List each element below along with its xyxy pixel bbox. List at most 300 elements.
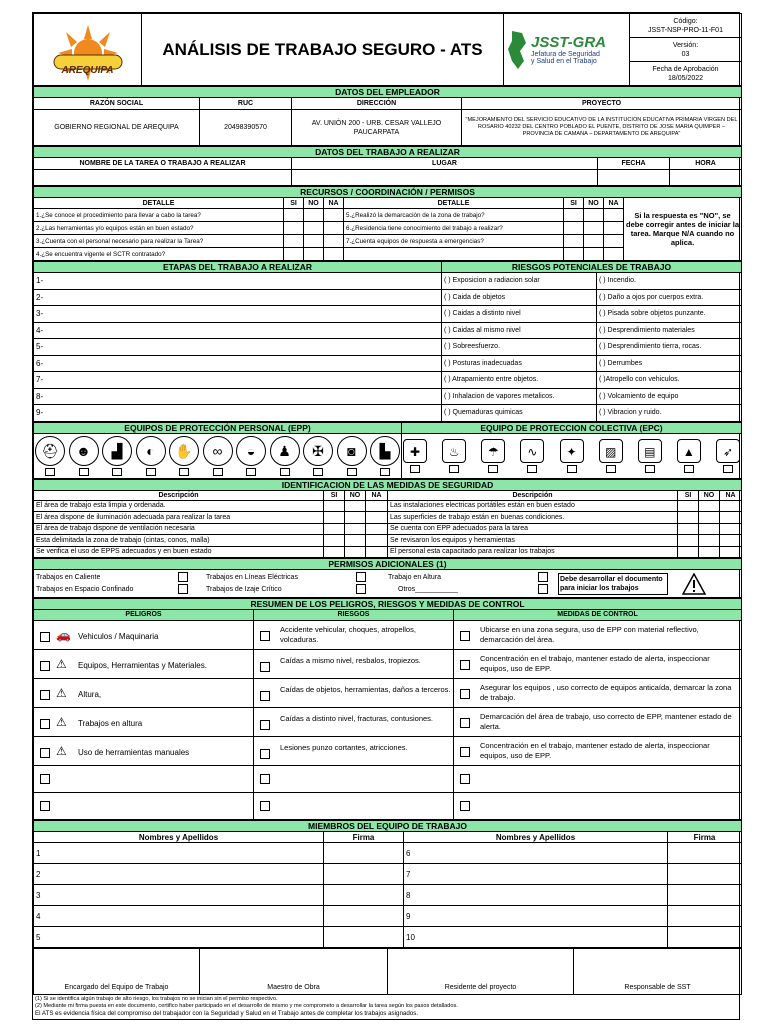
resource-question-5: 5.¿Realizó la demarcación de la zona de trabajo?	[344, 209, 564, 222]
measures-desc-header-2: Descripción	[388, 490, 678, 500]
epc-checkbox[interactable]	[488, 465, 498, 473]
hazard-checkbox[interactable]	[40, 632, 50, 642]
brand-line-1: Jefatura de Seguridad	[531, 51, 600, 58]
risk-item[interactable]: ( ) Incendio.	[597, 273, 742, 290]
code-value: JSST-NSP-PRO-11-F01	[648, 26, 723, 34]
tripping-hazard-icon: ⚠	[56, 656, 67, 671]
hazard-checkbox[interactable]	[40, 690, 50, 700]
epc-checkbox[interactable]	[723, 465, 733, 473]
signature-field[interactable]	[324, 864, 404, 885]
team-member-field[interactable]: 2	[34, 864, 324, 885]
employer-address[interactable]: AV. UNIÓN 200 - URB. CESAR VALLEJO PAUCARPATA	[292, 110, 462, 146]
checkbox-no[interactable]	[699, 500, 720, 512]
approval-cell	[630, 62, 742, 86]
task-header: NOMBRE DE LA TAREA O TRABAJO A REALIZAR	[34, 158, 292, 170]
stages-section-title: ETAPAS DEL TRABAJO A REALIZAR	[34, 262, 442, 273]
resource-question-4: 4.¿Se encuentra vigente el SCTR contratado?	[34, 248, 284, 261]
checkbox-na[interactable]	[604, 248, 624, 261]
employer-section-title: DATOS DEL EMPLEADOR	[34, 87, 742, 98]
risk-item[interactable]: ( ) Atrapamiento entre objetos.	[442, 372, 597, 389]
stage-row[interactable]: 2-	[34, 289, 442, 306]
risk-item[interactable]: ( ) Exposicion a radiacion solar	[442, 273, 597, 290]
control-checkbox[interactable]	[460, 631, 470, 641]
hazard-checkbox[interactable]	[40, 748, 50, 758]
epc-checkbox[interactable]	[527, 465, 537, 473]
epp-checkbox[interactable]	[112, 468, 122, 476]
permit-checkbox[interactable]	[178, 584, 188, 594]
checkbox-na[interactable]	[324, 248, 344, 261]
epc-checkbox[interactable]	[449, 465, 459, 473]
employer-address-header: DIRECCIÓN	[292, 98, 462, 110]
signature-field[interactable]	[324, 906, 404, 927]
risk-checkbox[interactable]	[260, 720, 270, 730]
risk-label: Caídas de objetos, herramientas, daños a terceros.	[280, 685, 451, 694]
stage-row[interactable]: 9-	[34, 405, 442, 422]
approval-label: Fecha de Aprobación	[652, 65, 719, 73]
control-checkbox[interactable]	[460, 747, 470, 757]
permit-checkbox[interactable]	[356, 584, 366, 594]
harness-icon: ✠	[303, 436, 333, 466]
permits-note: Debe desarrollar el documento para iniciar los trabajos	[558, 573, 668, 595]
hazard-label: Trabajos en altura	[78, 718, 143, 728]
measure-item: Se cuenta con EPP adecuados para la tarea	[388, 523, 678, 535]
checkbox-no[interactable]	[345, 500, 366, 512]
checkbox-no[interactable]	[345, 512, 366, 524]
signature-field[interactable]	[668, 906, 742, 927]
checkbox-no[interactable]	[584, 209, 604, 222]
checkbox-na[interactable]	[366, 523, 388, 535]
checkbox-no[interactable]	[304, 222, 324, 235]
form-header	[33, 13, 742, 86]
checkbox-si[interactable]	[678, 512, 699, 524]
stage-row[interactable]: 8-	[34, 388, 442, 405]
time-header: HORA	[670, 158, 742, 170]
signature-field[interactable]	[324, 885, 404, 906]
resources-detail-header-2: DETALLE	[344, 198, 564, 209]
employer-section	[33, 86, 742, 146]
signature-field[interactable]	[324, 843, 404, 864]
measure-item: El área dispone de iluminación adecuada para realizar la tarea	[34, 512, 324, 524]
checkbox-na[interactable]	[720, 512, 742, 524]
arequipa-logo	[34, 14, 142, 86]
epp-checkbox[interactable]	[380, 468, 390, 476]
permit-checkbox[interactable]	[178, 572, 188, 582]
employer-name-header: RAZÓN SOCIAL	[34, 98, 200, 110]
risk-checkbox[interactable]	[260, 801, 270, 811]
vehicle-icon: 🚗	[56, 627, 71, 642]
epc-checkbox[interactable]	[410, 465, 420, 473]
checkbox-si[interactable]	[324, 512, 345, 524]
version-label: Versión:	[672, 41, 699, 49]
summary-row	[34, 737, 742, 766]
checkbox-si[interactable]	[324, 500, 345, 512]
stage-row[interactable]: 3-	[34, 306, 442, 323]
welding-mask-icon: ☻	[69, 436, 99, 466]
footnote: (2) Mediante mi firma puesta en este documento, certifico haber participado en el desarrollo de mismo y me comprometo a desarrollar la tarea según los pasos detallados.	[35, 1003, 458, 1009]
resource-question-3: 3.¿Cuenta con el personal necesario para realizar la Tarea?	[34, 235, 284, 248]
permit-label: Trabajo en Altura	[388, 573, 442, 581]
hazard-label: Uso de herramientas manuales	[78, 747, 190, 757]
team-member-field[interactable]: 7	[404, 864, 668, 885]
stage-row[interactable]: 1-	[34, 273, 442, 290]
resources-detail-header: DETALLE	[34, 198, 284, 209]
work-section-title: DATOS DEL TRABAJO A REALIZAR	[34, 147, 742, 158]
checkbox-na[interactable]	[366, 535, 388, 547]
team-member-field[interactable]: 9	[404, 906, 668, 927]
epp-checkbox[interactable]	[79, 468, 89, 476]
checkbox-na[interactable]	[366, 546, 388, 558]
resource-question-7: 7.¿Cuenta equipos de respuesta a emergencias?	[344, 235, 564, 248]
epp-epc-section	[33, 422, 742, 479]
epp-checkbox[interactable]	[213, 468, 223, 476]
resource-question-6: 6.¿Residencia tiene conocimiento del trabajo a realizar?	[344, 222, 564, 235]
control-label: Concentración en el trabajo, mantener estado de alerta, inspeccionar equipos, uso de EPP.	[480, 654, 710, 673]
stage-row[interactable]: 4-	[34, 322, 442, 339]
epp-checkbox[interactable]	[347, 468, 357, 476]
footnote: (1) Si se identifica algún trabajo de alto riesgo, los trabajos no se inician sin el permiso respectivo.	[35, 996, 278, 1002]
hazard-label: Altura,	[78, 689, 102, 699]
logo-text: AREQUIPA	[61, 65, 114, 76]
resources-section-title: RECURSOS / COORDINACIÓN / PERMISOS	[34, 187, 742, 198]
team-member-field[interactable]: 8	[404, 885, 668, 906]
epc-checkbox[interactable]	[567, 465, 577, 473]
epp-checkbox[interactable]	[313, 468, 323, 476]
measures-si-header: SI	[324, 490, 345, 500]
first-aid-kit-icon: ✚	[403, 439, 427, 463]
summary-row	[34, 621, 742, 650]
place-header: LUGAR	[292, 158, 598, 170]
hazard-label: Vehiculos / Maquinaria	[78, 631, 159, 641]
resource-empty	[344, 248, 564, 261]
risk-item[interactable]: ( ) Pisada sobre objetos punzante.	[597, 306, 742, 323]
summary-section-title: RESUMEN DE LOS PELIGROS, RIESGOS Y MEDIDAS DE CONTROL	[34, 599, 742, 610]
hazards-header: PELIGROS	[34, 610, 254, 621]
signature-label: Maestro de Obra	[267, 984, 320, 991]
risk-label: Lesiones punzo cortantes, atricciones.	[280, 743, 408, 752]
measures-na-header: NA	[366, 490, 388, 500]
risk-item[interactable]: ( ) Posturas inadecuadas	[442, 355, 597, 372]
signature-label: Responsable de SST	[624, 984, 691, 991]
measure-item: Se revisaron los equipos y herramientas	[388, 535, 678, 547]
signature-box-sst[interactable]	[574, 949, 742, 995]
hazard-checkbox[interactable]	[40, 719, 50, 729]
permit-label: Trabajos en Espacio Confinado	[36, 585, 134, 593]
risk-item[interactable]: ( ) Inhalacion de vapores metalicos.	[442, 388, 597, 405]
checkbox-na[interactable]	[604, 235, 624, 248]
measure-item: Esta delimitada la zona de trabajo (cintas, conos, malla)	[34, 535, 324, 547]
checkbox-si[interactable]	[564, 248, 584, 261]
checkbox-no[interactable]	[584, 248, 604, 261]
epp-checkbox[interactable]	[280, 468, 290, 476]
risk-item[interactable]: ( ) Desprendimiento tierra, rocas.	[597, 339, 742, 356]
resources-note: Si la respuesta es "NO", se debe corregir antes de iniciar la tarea. Marque N/A cuando no aplica.	[624, 198, 742, 261]
respirator-icon: ◙	[337, 436, 367, 466]
risk-item[interactable]: ( ) Caidas a distinto nivel	[442, 306, 597, 323]
permit-label: Trabajos en Caliente	[36, 573, 101, 581]
summary-row	[34, 708, 742, 737]
signature-box-team-lead[interactable]	[34, 949, 200, 995]
risk-item[interactable]: ( ) Quemaduras quimicas	[442, 405, 597, 422]
team-member-field[interactable]: 5	[34, 927, 324, 948]
checkbox-si[interactable]	[678, 500, 699, 512]
measures-no-header-2: NO	[699, 490, 720, 500]
resources-na-header: NA	[324, 198, 344, 209]
resources-no-header: NO	[304, 198, 324, 209]
epp-checkbox[interactable]	[179, 468, 189, 476]
checkbox-na[interactable]	[324, 209, 344, 222]
checkbox-no[interactable]	[699, 535, 720, 547]
risk-item[interactable]: ( ) Derrumbes	[597, 355, 742, 372]
checkbox-na[interactable]	[720, 546, 742, 558]
permits-section	[33, 558, 742, 598]
permit-label: Trabajos en Líneas Eléctricas	[206, 573, 298, 581]
checkbox-no[interactable]	[345, 535, 366, 547]
checkbox-si[interactable]	[678, 535, 699, 547]
checkbox-na[interactable]	[366, 500, 388, 512]
signature-label: Residente del proyecto	[444, 984, 517, 991]
version-value: 03	[681, 50, 690, 58]
approval-value: 18/05/2022	[667, 74, 704, 82]
permit-checkbox[interactable]	[356, 572, 366, 582]
jsst-logo	[504, 14, 630, 86]
checkbox-no[interactable]	[584, 235, 604, 248]
signatures-section	[33, 948, 742, 995]
signature-box-resident[interactable]	[388, 949, 574, 995]
place-field[interactable]	[292, 170, 598, 186]
resources-na-header-2: NA	[604, 198, 624, 209]
risks-header: RIESGOS	[254, 610, 454, 621]
risk-checkbox[interactable]	[260, 774, 270, 784]
checkbox-na[interactable]	[324, 235, 344, 248]
employer-name[interactable]: GOBIERNO REGIONAL DE AREQUIPA	[34, 110, 200, 146]
checkbox-na[interactable]	[720, 535, 742, 547]
hazard-checkbox[interactable]	[40, 661, 50, 671]
team-member-field[interactable]: 1	[34, 843, 324, 864]
risk-item[interactable]: ( ) Sobreesfuerzo.	[442, 339, 597, 356]
epp-section-title: EQUIPOS DE PROTECCIÓN PERSONAL (EPP)	[34, 422, 402, 433]
signature-field[interactable]	[668, 927, 742, 948]
team-member-field[interactable]: 3	[34, 885, 324, 906]
checkbox-na[interactable]	[720, 500, 742, 512]
summary-row	[34, 650, 742, 679]
work-section	[33, 146, 742, 186]
checkbox-si[interactable]	[564, 222, 584, 235]
permit-label: Otros___________	[398, 585, 458, 593]
epp-checkbox[interactable]	[45, 468, 55, 476]
cones-icon: ▲	[677, 439, 701, 463]
checkbox-si[interactable]	[564, 235, 584, 248]
stage-row[interactable]: 7-	[34, 372, 442, 389]
checkbox-no[interactable]	[699, 546, 720, 558]
control-checkbox[interactable]	[460, 774, 470, 784]
task-field[interactable]	[34, 170, 292, 186]
checkbox-si[interactable]	[678, 523, 699, 535]
checkbox-na[interactable]	[604, 222, 624, 235]
gloves-icon: ✋	[169, 436, 199, 466]
brand-line-2: y Salud en el Trabajo	[531, 58, 597, 65]
measure-item: Se verifica el uso de EPPS adecuados y en buen estado	[34, 546, 324, 558]
safety-boots-icon: ▟	[102, 436, 132, 466]
checkbox-si[interactable]	[324, 535, 345, 547]
safety-barrier-icon: ▤	[638, 439, 662, 463]
control-label: Asegurar los equipos , uso correcto de equipos anticaída, demarcar la zona de trabajo.	[480, 683, 732, 702]
epc-checkbox[interactable]	[645, 465, 655, 473]
checkbox-si[interactable]	[564, 209, 584, 222]
measure-item: Las superficies de trabajo están en buenas condiciones.	[388, 512, 678, 524]
resource-question-1: 1.¿Se conoce el procedimiento para llevar a cabo la tarea?	[34, 209, 284, 222]
checkbox-no[interactable]	[304, 248, 324, 261]
checkbox-no[interactable]	[699, 512, 720, 524]
permit-label: Trabajos de Izaje Crítico	[206, 585, 282, 593]
checkbox-no[interactable]	[304, 235, 324, 248]
measures-section-title: IDENTIFICACION DE LAS MEDIDAS DE SEGURIDAD	[34, 479, 742, 490]
epc-checkbox[interactable]	[684, 465, 694, 473]
signature-field[interactable]	[324, 927, 404, 948]
permits-body	[34, 570, 742, 598]
barrier-tape-icon: ▨	[599, 439, 623, 463]
team-member-field[interactable]: 4	[34, 906, 324, 927]
peru-map-icon	[506, 29, 528, 71]
hazard-label: Equipos, Herramientas y Materiales.	[78, 660, 207, 670]
control-label: Ubicarse en una zona segura, uso de EPP con material reflectivo, demarcación del área.	[480, 625, 699, 644]
epc-icons	[402, 433, 742, 478]
summary-section	[33, 598, 742, 820]
risk-label: Caídas a mismo nivel, resbalos, tropiezos.	[280, 656, 421, 665]
team-names-header-2: Nombres y Apellidos	[404, 832, 668, 843]
resources-si-header-2: SI	[564, 198, 584, 209]
worker-fall-icon: ⚠	[56, 714, 67, 729]
summary-row	[34, 793, 742, 820]
ats-form	[32, 12, 740, 1020]
summary-row	[34, 679, 742, 708]
face-shield-icon: ◒	[236, 436, 266, 466]
checkbox-si[interactable]	[324, 546, 345, 558]
fall-warning-icon: ⚠	[56, 685, 67, 700]
measures-no-header: NO	[345, 490, 366, 500]
risk-item[interactable]: ( ) Vibracion y ruido.	[597, 405, 742, 422]
risk-item[interactable]: ( ) Volcamiento de equipo	[597, 388, 742, 405]
team-member-field[interactable]: 6	[404, 843, 668, 864]
measure-item: Las instalaciones electricas portátiles están en buen estado	[388, 500, 678, 512]
checkbox-na[interactable]	[720, 523, 742, 535]
team-sign-header: Firma	[324, 832, 404, 843]
control-checkbox[interactable]	[460, 689, 470, 699]
date-field[interactable]	[598, 170, 670, 186]
risk-item[interactable]: ( ) Desprendimiento materiales	[597, 322, 742, 339]
hazard-checkbox[interactable]	[40, 801, 50, 811]
checkbox-si[interactable]	[284, 248, 304, 261]
hazard-checkbox[interactable]	[40, 774, 50, 784]
control-label: Concentración en el trabajo, mantener estado de alerta, inspeccionar equipos, uso de EPP.	[480, 741, 710, 760]
checkbox-si[interactable]	[284, 209, 304, 222]
hard-hat-icon: ⛑	[35, 436, 65, 466]
control-checkbox[interactable]	[460, 660, 470, 670]
control-checkbox[interactable]	[460, 718, 470, 728]
risk-item[interactable]: ( ) Daño a ojos por cuerpos extra.	[597, 289, 742, 306]
checkbox-si[interactable]	[284, 222, 304, 235]
signature-field[interactable]	[668, 864, 742, 885]
checkbox-no[interactable]	[345, 546, 366, 558]
employer-ruc-header: RUC	[200, 98, 292, 110]
stages-risks-section	[33, 261, 742, 422]
epp-checkbox[interactable]	[146, 468, 156, 476]
goggles-icon: ∞	[203, 436, 233, 466]
team-member-field[interactable]: 10	[404, 927, 668, 948]
employer-ruc[interactable]: 20498390570	[200, 110, 292, 146]
code-label: Código:	[673, 17, 698, 25]
signature-field[interactable]	[668, 843, 742, 864]
stage-row[interactable]: 6-	[34, 355, 442, 372]
version-cell	[630, 38, 742, 62]
measures-section	[33, 479, 742, 559]
risk-label: Caídas a distinto nivel, fracturas, contusiones.	[280, 714, 433, 723]
epc-section-title: EQUIPO DE PROTECCION COLECTIVA (EPC)	[402, 422, 742, 433]
risk-checkbox[interactable]	[260, 662, 270, 672]
controls-header: MEDIDAS DE CONTROL	[454, 610, 742, 621]
control-checkbox[interactable]	[460, 801, 470, 811]
risk-checkbox[interactable]	[260, 691, 270, 701]
measure-item: El área de trabajo esta limpia y ordenada.	[34, 500, 324, 512]
signature-field[interactable]	[668, 885, 742, 906]
measures-si-header-2: SI	[678, 490, 699, 500]
resources-section	[33, 186, 742, 261]
checkbox-na[interactable]	[366, 512, 388, 524]
signal-light-icon: ✦	[560, 439, 584, 463]
permit-checkbox[interactable]	[538, 584, 548, 594]
hand-tool-warning-icon: ⚠	[56, 743, 67, 758]
checkbox-no[interactable]	[345, 523, 366, 535]
coverall-icon: ♟	[270, 436, 300, 466]
resources-si-header: SI	[284, 198, 304, 209]
warning-icon	[682, 573, 706, 595]
measure-item: El personal esta capacitado para realizar los trabajos	[388, 546, 678, 558]
risk-item[interactable]: ( )Atropello con vehiculos.	[597, 372, 742, 389]
checkbox-na[interactable]	[604, 209, 624, 222]
checkbox-no[interactable]	[304, 209, 324, 222]
brand-name: JSST-GRA	[531, 34, 607, 51]
checkbox-no[interactable]	[584, 222, 604, 235]
stage-row[interactable]: 5-	[34, 339, 442, 356]
resources-no-header-2: NO	[584, 198, 604, 209]
code-cell	[630, 14, 742, 38]
risk-checkbox[interactable]	[260, 631, 270, 641]
epc-checkbox[interactable]	[606, 465, 616, 473]
risk-item[interactable]: ( ) Caida de objetos	[442, 289, 597, 306]
checkbox-si[interactable]	[324, 523, 345, 535]
employer-project[interactable]: "MEJORAMIENTO DEL SERVICIO EDUCATIVO DE LA INSTITUCION EDUCATIVA PRIMARIA VIRGEN DEL ROSARIO 40232 DEL CENTRO POBLADO EL PUENTE, DISTRITO DE JOSE MARIA QUIMPER – PROVINCIA DE CAMANA – DEPARTAMENTO DE AREQUIPA"	[462, 110, 742, 146]
shower-icon: ☂	[481, 439, 505, 463]
team-section	[33, 820, 742, 948]
checkbox-na[interactable]	[324, 222, 344, 235]
measure-item: El área de trabajo dispone de ventilación necesaria	[34, 523, 324, 535]
permits-section-title: PERMISOS ADICIONALES (1)	[34, 559, 742, 570]
checkbox-si[interactable]	[678, 546, 699, 558]
epp-icons	[34, 433, 402, 478]
risk-label: Accidente vehicular, choques, atropellos, volcaduras.	[280, 625, 416, 644]
measures-na-header-2: NA	[720, 490, 742, 500]
risk-item[interactable]: ( ) Caidas al mismo nivel	[442, 322, 597, 339]
checkbox-si[interactable]	[284, 235, 304, 248]
signature-box-foreman[interactable]	[200, 949, 388, 995]
time-field[interactable]	[670, 170, 742, 186]
fire-extinguisher-icon: ♨	[442, 439, 466, 463]
risk-checkbox[interactable]	[260, 749, 270, 759]
employer-project-header: PROYECTO	[462, 98, 742, 110]
date-header: FECHA	[598, 158, 670, 170]
epp-checkbox[interactable]	[246, 468, 256, 476]
checkbox-no[interactable]	[699, 523, 720, 535]
permit-checkbox[interactable]	[538, 572, 548, 582]
